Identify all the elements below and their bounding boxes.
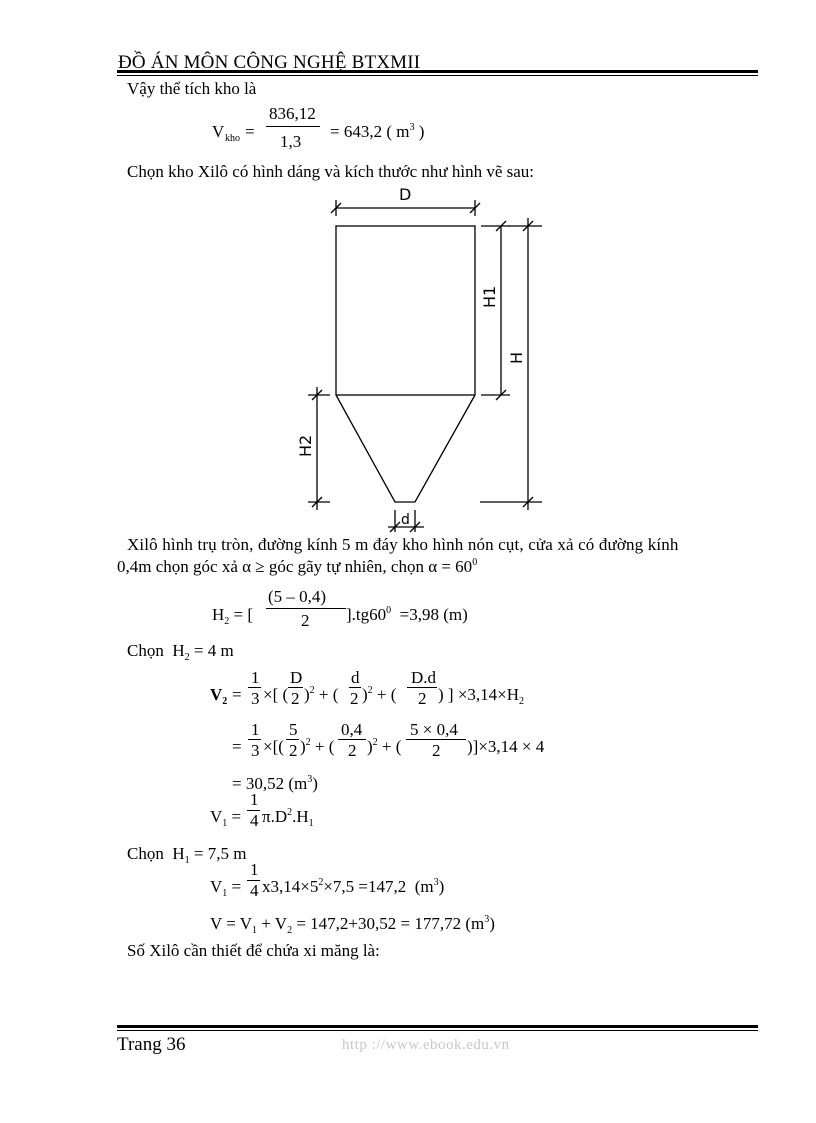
equation-v2-formula: $V_2$ = 1 3 ×[ ( D 2 )$^2$ + ( d 2 )$^2$ + ( D.d 2 ) ] $\times 3,14\times H_2$ [210,668,525,708]
label-H1: H1 [480,285,499,308]
text-intro: Vậy thể tích kho là [127,79,257,98]
text-silo-count: Số Xilô cần thiết để chứa xi măng là: [127,941,380,960]
header-rule-thin [117,75,758,76]
footer-rule-thin [117,1030,758,1031]
label-H2: H2 [296,434,315,457]
header-rule [117,70,758,73]
label-H: H [507,351,526,364]
silo-cone [336,395,475,502]
equation-v1-calc: $V_1$ = 1 4 $x3,14\times 5^2\times 7,5 =147,2$ $(m^3)$ [210,860,445,900]
label-d: d [401,512,410,528]
footer-page-number: Trang 36 [117,1034,186,1055]
equation-v2-values: = 1 3 ×[( 5 2 )$^2$ + ( 0,4 2 )$^2$ + ( 5 × 0,4 2 )]×3,14 × 4 [232,720,545,760]
footer-url[interactable]: http ://www.ebook.edu.vn [342,1037,510,1053]
equation-v1-formula: $V_1$ = 1 4 $\pi.D^2.H_1$ [210,790,314,830]
silo-diagram [280,180,560,535]
footer-rule [117,1025,758,1028]
text-description-1: Xilô hình trụ tròn, đường kính 5 m đáy kho hình nón cụt, cửa xả có đường kính [127,535,679,554]
equation-v-total: $V = V_1 + V_2 = 147,2+30,52 = 177,72$ $(m^3)$ [210,914,495,936]
text-choose-h2: Chọn $H_2 = 4$ m [127,641,234,663]
text-choose-h1: Chọn $H_1 = 7,5$ m [127,844,247,866]
text-choose-silo: Chọn kho Xilô có hình dáng và kích thước như hình vẽ sau: [127,162,535,181]
header-title: ĐỒ ÁN MÔN CÔNG NGHỆ BTXMII [118,52,421,73]
equation-v2-result: = 30,52 $(m^3)$ [232,774,318,793]
text-description-2: 0,4m chọn góc xả α ≥ góc gãy tự nhiên, chọn $\alpha = 60^0$ [117,557,478,576]
silo-cylinder [336,226,475,395]
label-D: D [399,185,412,204]
